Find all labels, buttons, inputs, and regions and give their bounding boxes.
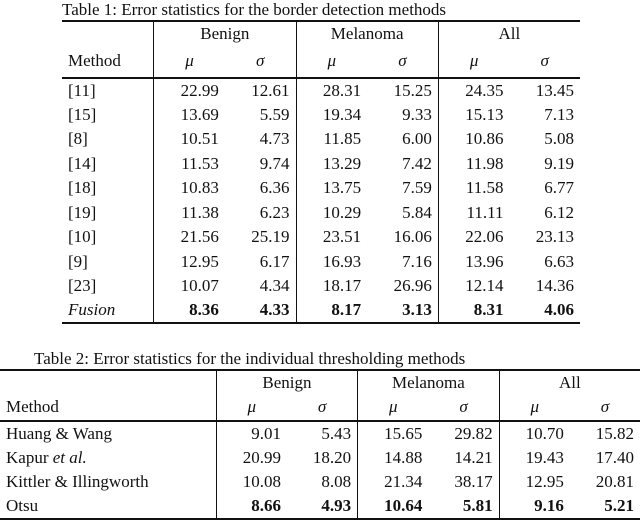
mean-cell: 10.29 — [296, 201, 367, 226]
table-row — [62, 152, 580, 177]
mean-cell: 12.95 — [499, 470, 570, 495]
mean-cell: 11.38 — [154, 201, 225, 226]
std-cell: 6.17 — [259, 251, 290, 271]
std-cell: 12.61 — [251, 80, 290, 100]
group-header: Melanoma — [358, 370, 499, 394]
mean-cell: 10.64 — [358, 495, 429, 520]
table-row — [62, 274, 580, 299]
method-name: Otsu — [6, 496, 39, 516]
mean-cell: 10.70 — [499, 421, 570, 446]
std-cell: 4.93 — [287, 495, 358, 520]
mean-cell: 23.51 — [296, 225, 367, 250]
mean-cell: 21.56 — [154, 225, 225, 250]
method-cell — [62, 78, 154, 103]
table-row — [0, 446, 640, 471]
method-cell — [62, 299, 154, 324]
std-cell: 4.34 — [259, 276, 290, 296]
mean-cell: 8.17 — [296, 299, 367, 324]
std-cell: 5.21 — [570, 495, 640, 520]
method-cell — [0, 470, 216, 495]
group-header: All — [438, 21, 580, 45]
method-name: [8] — [68, 129, 88, 149]
group-header: Melanoma — [296, 21, 438, 45]
table-row — [0, 421, 640, 446]
std-cell: 7.59 — [402, 178, 432, 198]
mean-cell: 28.31 — [296, 78, 367, 103]
mean-cell: 13.29 — [296, 152, 367, 177]
method-cell — [62, 152, 154, 177]
std-cell: 9.19 — [544, 153, 574, 173]
std-cell: 5.81 — [428, 495, 499, 520]
group-header: All — [499, 370, 640, 394]
mu-header: μ — [438, 45, 509, 78]
mu-header: μ — [216, 394, 287, 421]
method-name: [10] — [68, 227, 97, 247]
group-header: Benign — [154, 21, 296, 45]
method-name: [18] — [68, 178, 97, 198]
mean-cell: 11.11 — [438, 201, 509, 226]
method-name: [15] — [68, 104, 97, 124]
mean-cell: 16.93 — [296, 250, 367, 275]
std-cell: 16.06 — [393, 227, 432, 247]
mean-cell: 22.06 — [438, 225, 509, 250]
method-cell — [62, 201, 154, 226]
std-cell: 14.36 — [535, 276, 574, 296]
mu-header: μ — [296, 45, 367, 78]
mean-cell: 8.31 — [438, 299, 509, 324]
method-cell — [62, 176, 154, 201]
std-cell: 9.33 — [402, 104, 432, 124]
group-header-row — [62, 21, 580, 45]
empty-cell — [0, 370, 216, 394]
mean-cell: 10.07 — [154, 274, 225, 299]
group-header-row — [0, 370, 640, 394]
group-header: Benign — [216, 370, 357, 394]
table-row — [62, 201, 580, 226]
table-row — [62, 78, 580, 103]
table1-caption: Table 1: Error statistics for the border detection methods — [62, 0, 447, 19]
table-row — [0, 470, 640, 495]
table-row — [62, 250, 580, 275]
mean-cell: 24.35 — [438, 78, 509, 103]
table2-caption: Table 2: Error statistics for the individual thresholding methods — [34, 349, 466, 368]
std-cell: 7.13 — [544, 104, 574, 124]
method-cell — [0, 421, 216, 446]
mean-cell: 11.85 — [296, 127, 367, 152]
method-name: [9] — [68, 251, 88, 271]
method-cell — [62, 103, 154, 128]
sigma-header: σ — [367, 45, 438, 78]
mean-cell: 22.99 — [154, 78, 225, 103]
sigma-header: σ — [287, 394, 358, 421]
mean-cell: 9.16 — [499, 495, 570, 520]
table-row — [62, 127, 580, 152]
std-cell: 7.42 — [402, 153, 432, 173]
method-cell — [0, 495, 216, 520]
method-name: Kapur — [6, 447, 53, 467]
std-cell: 5.43 — [321, 423, 352, 443]
std-cell: 6.36 — [259, 178, 290, 198]
std-cell: 5.59 — [259, 104, 290, 124]
method-cell — [0, 446, 216, 471]
sigma-header: σ — [225, 45, 296, 78]
mean-cell: 15.65 — [358, 421, 429, 446]
mean-cell: 11.98 — [438, 152, 509, 177]
method-cell — [62, 127, 154, 152]
mean-cell: 8.66 — [216, 495, 287, 520]
sigma-header: σ — [509, 45, 580, 78]
mean-cell: 20.99 — [216, 446, 287, 471]
std-cell: 6.77 — [544, 178, 574, 198]
std-cell: 15.82 — [595, 423, 634, 443]
mean-cell: 12.95 — [154, 250, 225, 275]
std-cell: 29.82 — [454, 423, 493, 443]
std-cell: 13.45 — [535, 80, 574, 100]
method-name: Fusion — [68, 300, 116, 320]
method-name: Huang & Wang — [6, 423, 112, 443]
method-cell — [62, 250, 154, 275]
mean-cell: 19.43 — [499, 446, 570, 471]
mean-cell: 10.08 — [216, 470, 287, 495]
table-row — [62, 176, 580, 201]
std-cell: 9.74 — [259, 153, 290, 173]
std-cell: 38.17 — [454, 472, 493, 492]
std-cell: 6.12 — [544, 202, 574, 222]
std-cell: 20.81 — [595, 472, 634, 492]
mean-cell: 11.58 — [438, 176, 509, 201]
mean-cell: 9.01 — [216, 421, 287, 446]
std-cell: 17.40 — [595, 447, 634, 467]
mean-cell: 14.88 — [358, 446, 429, 471]
mean-cell: 21.34 — [358, 470, 429, 495]
mean-cell: 10.83 — [154, 176, 225, 201]
column-header-row — [0, 394, 640, 421]
std-cell: 3.13 — [367, 299, 438, 324]
table-row — [0, 495, 640, 520]
method-header: Method — [0, 394, 216, 421]
method-name: [19] — [68, 202, 97, 222]
table1-border-detection — [62, 20, 580, 324]
mean-cell: 13.96 — [438, 250, 509, 275]
std-cell: 6.23 — [259, 202, 290, 222]
mean-cell: 10.86 — [438, 127, 509, 152]
mean-cell: 10.51 — [154, 127, 225, 152]
method-name: [23] — [68, 276, 97, 296]
mean-cell: 15.13 — [438, 103, 509, 128]
method-name: Kittler & Illingworth — [6, 472, 149, 492]
mean-cell: 13.69 — [154, 103, 225, 128]
std-cell: 25.19 — [251, 227, 290, 247]
std-cell: 4.73 — [259, 129, 290, 149]
std-cell: 6.63 — [544, 251, 574, 271]
mean-cell: 12.14 — [438, 274, 509, 299]
empty-cell — [62, 21, 154, 45]
sigma-header: σ — [428, 394, 499, 421]
mean-cell: 11.53 — [154, 152, 225, 177]
mean-cell: 18.17 — [296, 274, 367, 299]
std-cell: 15.25 — [393, 80, 432, 100]
method-cell — [62, 274, 154, 299]
mean-cell: 19.34 — [296, 103, 367, 128]
std-cell: 14.21 — [454, 447, 493, 467]
std-cell: 7.16 — [402, 251, 432, 271]
std-cell: 4.33 — [225, 299, 296, 324]
method-name: [11] — [68, 80, 96, 100]
mu-header: μ — [358, 394, 429, 421]
sigma-header: σ — [570, 394, 640, 421]
std-cell: 4.06 — [509, 299, 580, 324]
method-name-suffix: et al. — [52, 447, 87, 467]
method-cell — [62, 225, 154, 250]
table-row — [62, 299, 580, 324]
std-cell: 5.84 — [402, 202, 432, 222]
std-cell: 5.08 — [544, 129, 574, 149]
method-header: Method — [62, 45, 154, 78]
std-cell: 23.13 — [535, 227, 574, 247]
table-row — [62, 103, 580, 128]
mu-header: μ — [154, 45, 225, 78]
std-cell: 6.00 — [402, 129, 432, 149]
table-row — [62, 225, 580, 250]
table2-thresholding — [0, 369, 640, 520]
std-cell: 8.08 — [321, 472, 352, 492]
mu-header: μ — [499, 394, 570, 421]
mean-cell: 13.75 — [296, 176, 367, 201]
column-header-row — [62, 45, 580, 78]
std-cell: 26.96 — [393, 276, 432, 296]
method-name: [14] — [68, 153, 97, 173]
mean-cell: 8.36 — [154, 299, 225, 324]
std-cell: 18.20 — [312, 447, 352, 467]
